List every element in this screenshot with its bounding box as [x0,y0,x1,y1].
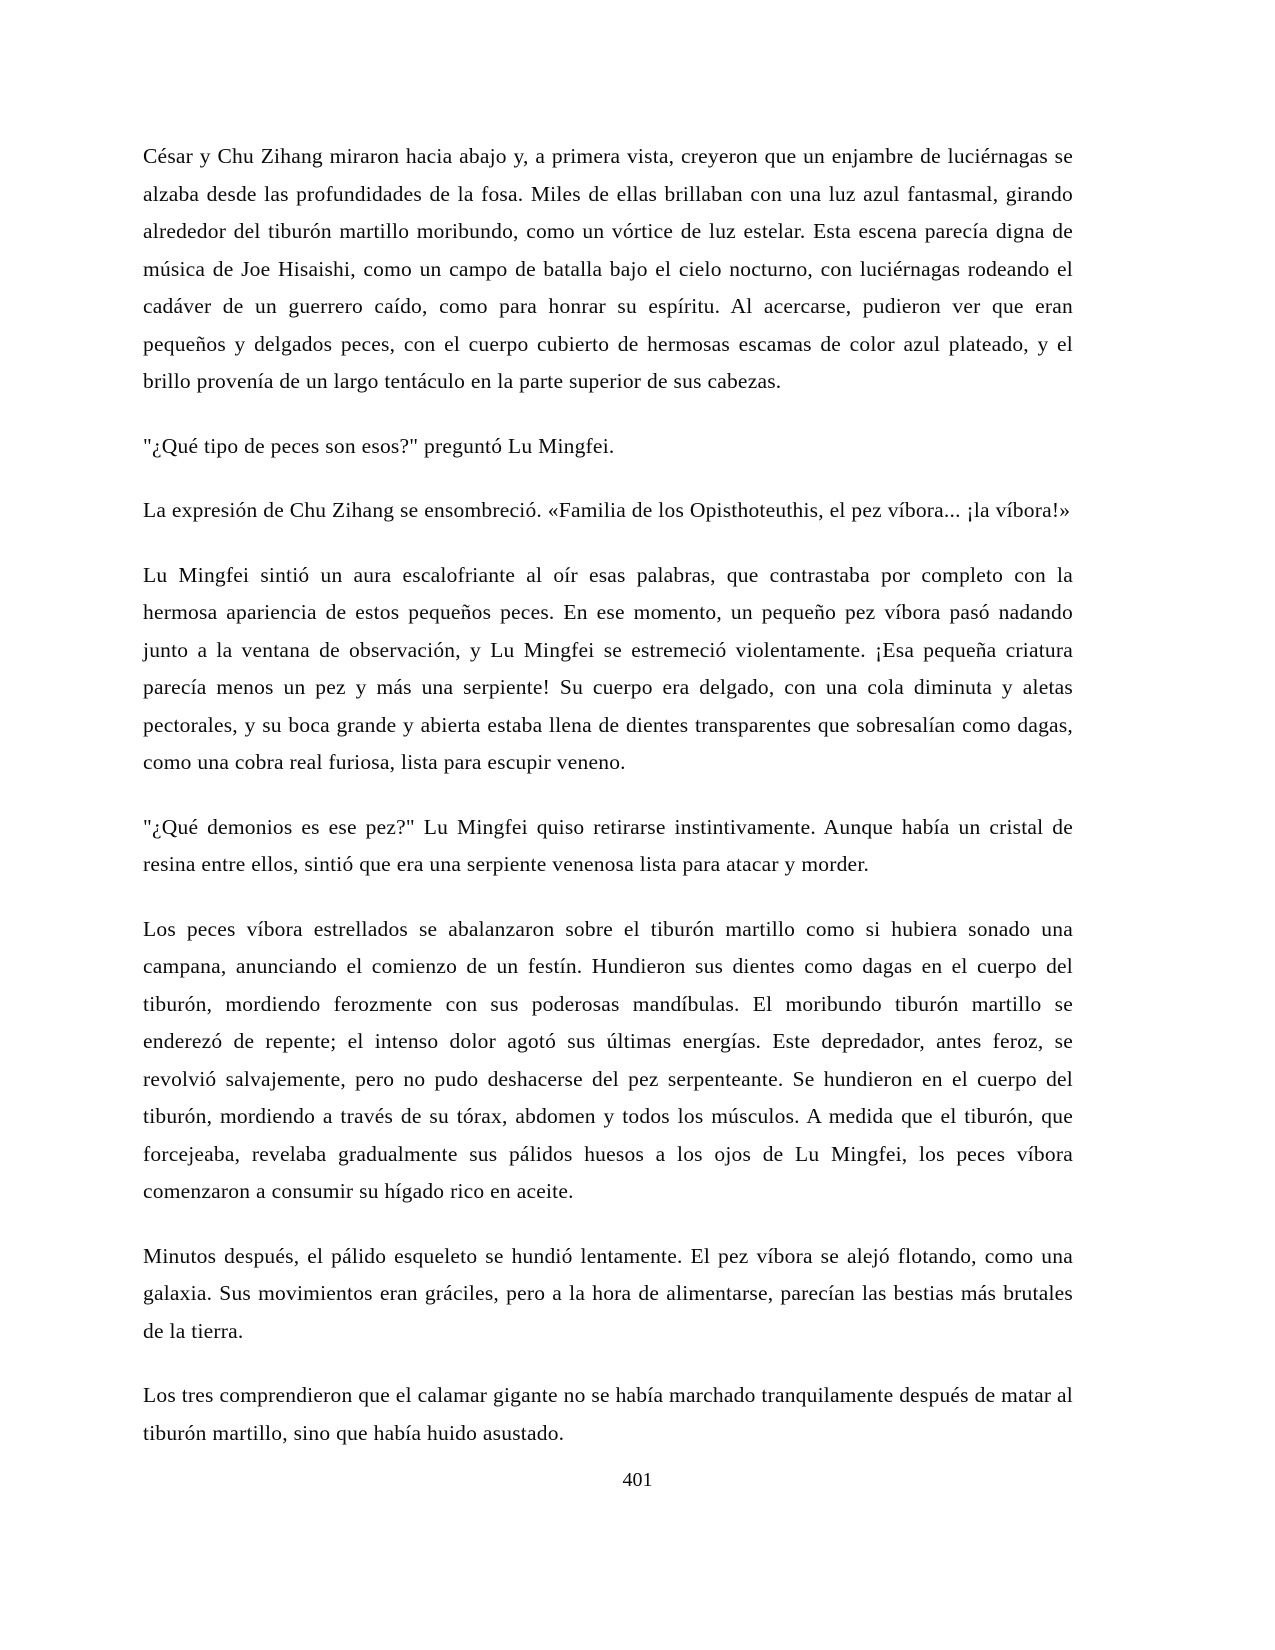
paragraph: "¿Qué tipo de peces son esos?" preguntó Lu Mingfei. [143,433,615,458]
paragraph: Los peces víbora estrellados se abalanzaron sobre el tiburón martillo como si hubiera sonado una campana, anunciando el comienzo de un festín. Hundieron sus dientes como dagas en el cuerpo del tiburón, mordiendo ferozmente con sus poderosas mandíbulas. El moribundo tiburón martillo se enderezó de repente; el intenso dolor agotó sus últimas energías. Este depredador, antes feroz, se revolvió salvajemente, pero no pudo deshacerse del pez serpenteante. Se hundieron en el cuerpo del tiburón, mordiendo a través de su tórax, abdomen y todos los músculos. A medida que el tiburón, que forcejeaba, revelaba gradualmente sus pálidos huesos a los ojos de Lu Mingfei, los peces víbora comenzaron a consumir su hígado rico en aceite. [143,916,1073,1203]
paragraph: La expresión de Chu Zihang se ensombreció. «Familia de los Opisthoteuthis, el pez víbora... ¡la víbora!» [143,498,1071,522]
paragraph: Los tres comprendieron que el calamar gigante no se había marchado tranquilamente después de matar al tiburón martillo, sino que había huido asustado. [143,1383,1073,1445]
body-text-column [143,138,1073,1452]
paragraph: Minutos después, el pálido esqueleto se hundió lentamente. El pez víbora se alejó flotando, como una galaxia. Sus movimientos eran gráciles, pero a la hora de alimentarse, parecían las bestias más brutales de la tierra. [143,1243,1073,1343]
paragraph: "¿Qué demonios es ese pez?" Lu Mingfei quiso retirarse instintivamente. Aunque había un cristal de resina entre ellos, sintió que era una serpiente venenosa lista para atacar y morder. [143,814,1073,876]
paragraph: César y Chu Zihang miraron hacia abajo y, a primera vista, creyeron que un enjambre de luciérnagas se alzaba desde las profundidades de la fosa. Miles de ellas brillaban con una luz azul fantasmal, girando alrededor del tiburón martillo moribundo, como un vórtice de luz estelar. Esta escena parecía digna de música de Joe Hisaishi, como un campo de batalla bajo el cielo nocturno, con luciérnagas rodeando el cadáver de un guerrero caído, como para honrar su espíritu. Al acercarse, pudieron ver que eran pequeños y delgados peces, con el cuerpo cubierto de hermosas escamas de color azul plateado, y el brillo provenía de un largo tentáculo en la parte superior de sus cabezas. [143,144,1073,393]
paragraph: Lu Mingfei sintió un aura escalofriante al oír esas palabras, que contrastaba por completo con la hermosa apariencia de estos pequeños peces. En ese momento, un pequeño pez víbora pasó nadando junto a la ventana de observación, y Lu Mingfei se estremeció violentamente. ¡Esa pequeña criatura parecía menos un pez y más una serpiente! Su cuerpo era delgado, con una cola diminuta y aletas pectorales, y su boca grande y abierta estaba llena de dientes transparentes que sobresalían como dagas, como una cobra real furiosa, lista para escupir veneno. [143,562,1073,774]
page-number: 401 [622,1469,653,1491]
